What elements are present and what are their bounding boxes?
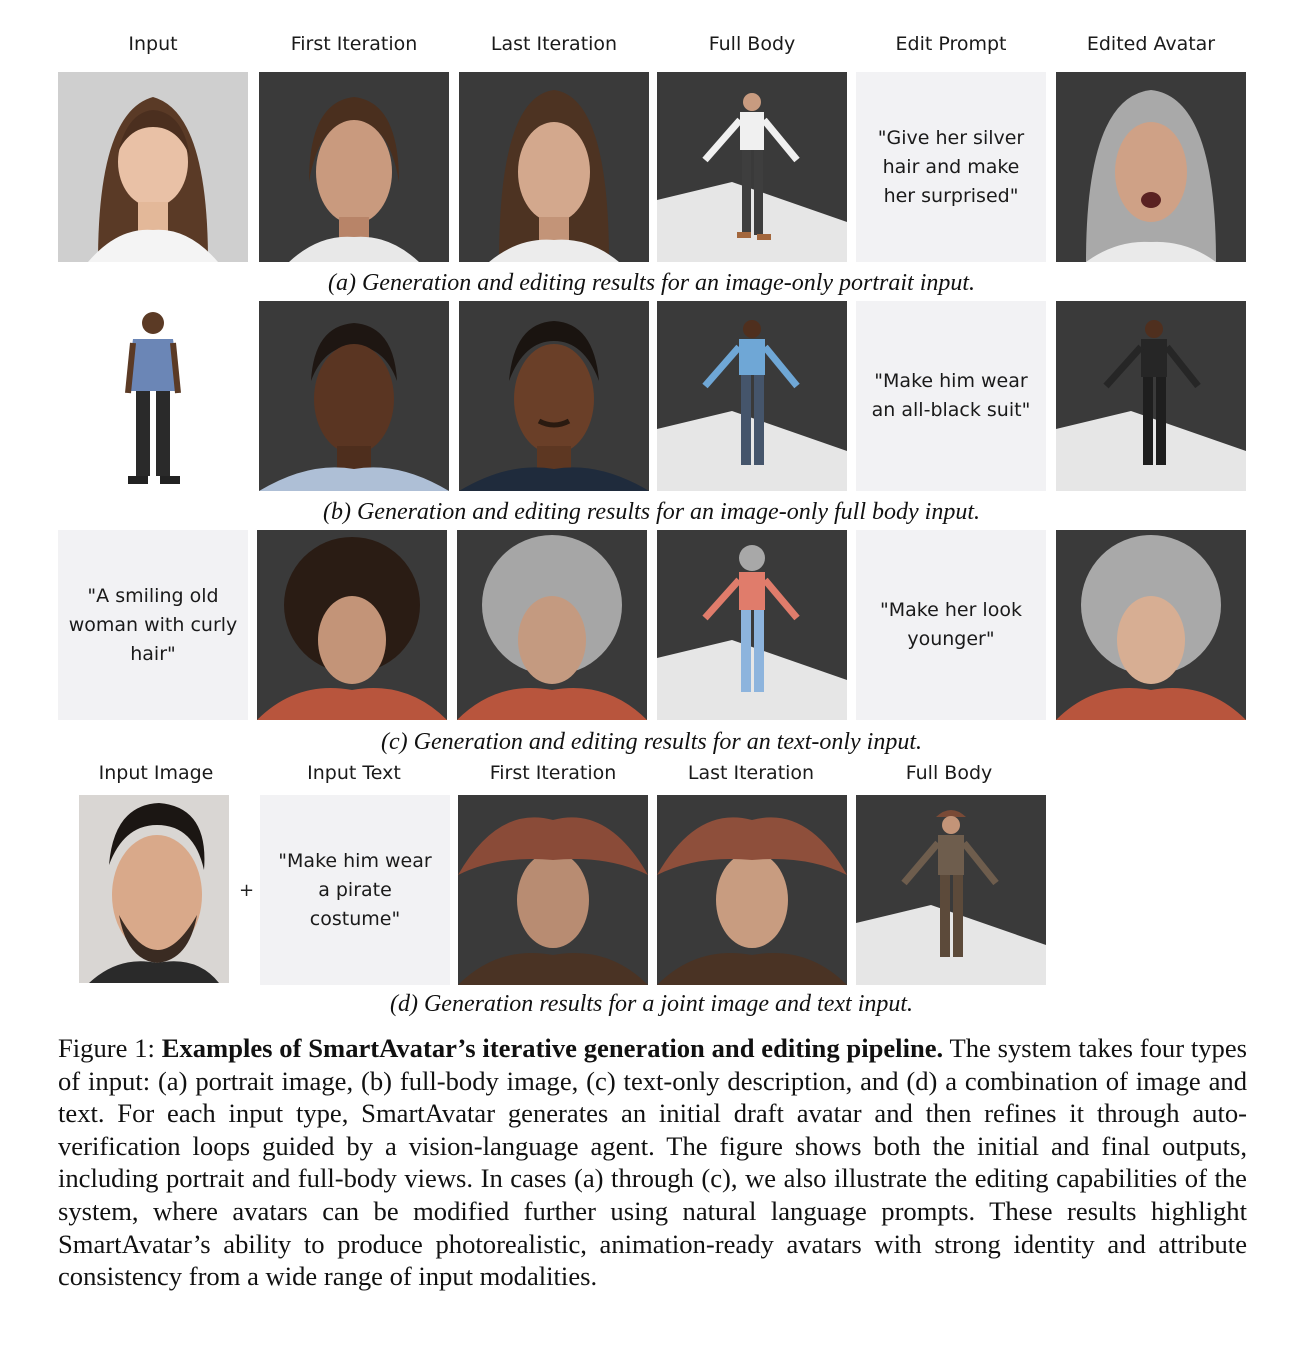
header-full-body: Full Body xyxy=(708,33,796,55)
edit-prompt-a: "Give her silver hair and make her surprised" xyxy=(856,72,1046,262)
input-text-c: "A smiling old woman with curly hair" xyxy=(58,530,248,720)
plus-sign: + xyxy=(239,880,255,901)
subcaption-b: (b) Generation and editing results for an image-only full body input. xyxy=(322,499,981,525)
avatar-full-body-d xyxy=(856,795,1046,985)
header-input-text: Input Text xyxy=(307,762,401,784)
avatar-last-iteration-b xyxy=(459,301,649,491)
header-input-image: Input Image xyxy=(98,762,214,784)
header-edit-prompt: Edit Prompt xyxy=(895,33,1007,55)
figure-caption-prefix: Figure 1: xyxy=(58,1033,162,1063)
avatar-last-iteration-a xyxy=(459,72,649,262)
avatar-edited-b xyxy=(1056,301,1246,491)
avatar-full-body-a xyxy=(657,72,847,262)
header-last-iteration: Last Iteration xyxy=(490,33,618,55)
edit-prompt-b: "Make him wear an all-black suit" xyxy=(856,301,1046,491)
subcaption-a: (a) Generation and editing results for an image-only portrait input. xyxy=(327,270,976,296)
header-first-iteration: First Iteration xyxy=(290,33,418,55)
figure-caption-body: The system takes four types of input: (a) portrait image, (b) full-body image, (c) text-only description, and (d) a combination of image and text. For each input type, SmartAvatar generates an initial draft avatar and then refines it through auto-verification loops guided by a vision-language agent. The figure shows both the initial and final outputs, including portrait and full-body views. In cases (a) through (c), we also illustrate the editing capabilities of the system, where avatars can be modified further using natural language prompts. These results highlight SmartAvatar’s ability to produce photorealistic, animation-ready avatars with strong identity and attribute consistency from a wide range of input modalities. xyxy=(58,1033,1247,1292)
avatar-first-iteration-c xyxy=(257,530,447,720)
portrait-photo-man xyxy=(79,795,229,983)
avatar-last-iteration-c xyxy=(457,530,647,720)
subcaption-d: (d) Generation results for a joint image and text input. xyxy=(389,991,914,1017)
avatar-edited-c xyxy=(1056,530,1246,720)
full-body-photo-man xyxy=(58,301,248,491)
header-last-iteration-d: Last Iteration xyxy=(687,762,815,784)
edit-prompt-c: "Make her look younger" xyxy=(856,530,1046,720)
avatar-first-iteration-d xyxy=(458,795,648,985)
subcaption-c: (c) Generation and editing results for an text-only input. xyxy=(380,729,923,755)
figure-caption xyxy=(58,1032,1247,1293)
avatar-last-iteration-d xyxy=(657,795,847,985)
header-input: Input xyxy=(128,33,178,55)
avatar-first-iteration-a xyxy=(259,72,449,262)
header-edited-avatar: Edited Avatar xyxy=(1086,33,1216,55)
portrait-photo-woman xyxy=(58,72,248,262)
header-first-iteration-d: First Iteration xyxy=(489,762,617,784)
input-text-d: "Make him wear a pirate costume" xyxy=(260,795,450,985)
avatar-first-iteration-b xyxy=(259,301,449,491)
avatar-edited-a xyxy=(1056,72,1246,262)
figure-caption-title: Examples of SmartAvatar’s iterative generation and editing pipeline. xyxy=(161,1033,944,1063)
avatar-full-body-b xyxy=(657,301,847,491)
header-full-body-d: Full Body xyxy=(905,762,993,784)
avatar-full-body-c xyxy=(657,530,847,720)
